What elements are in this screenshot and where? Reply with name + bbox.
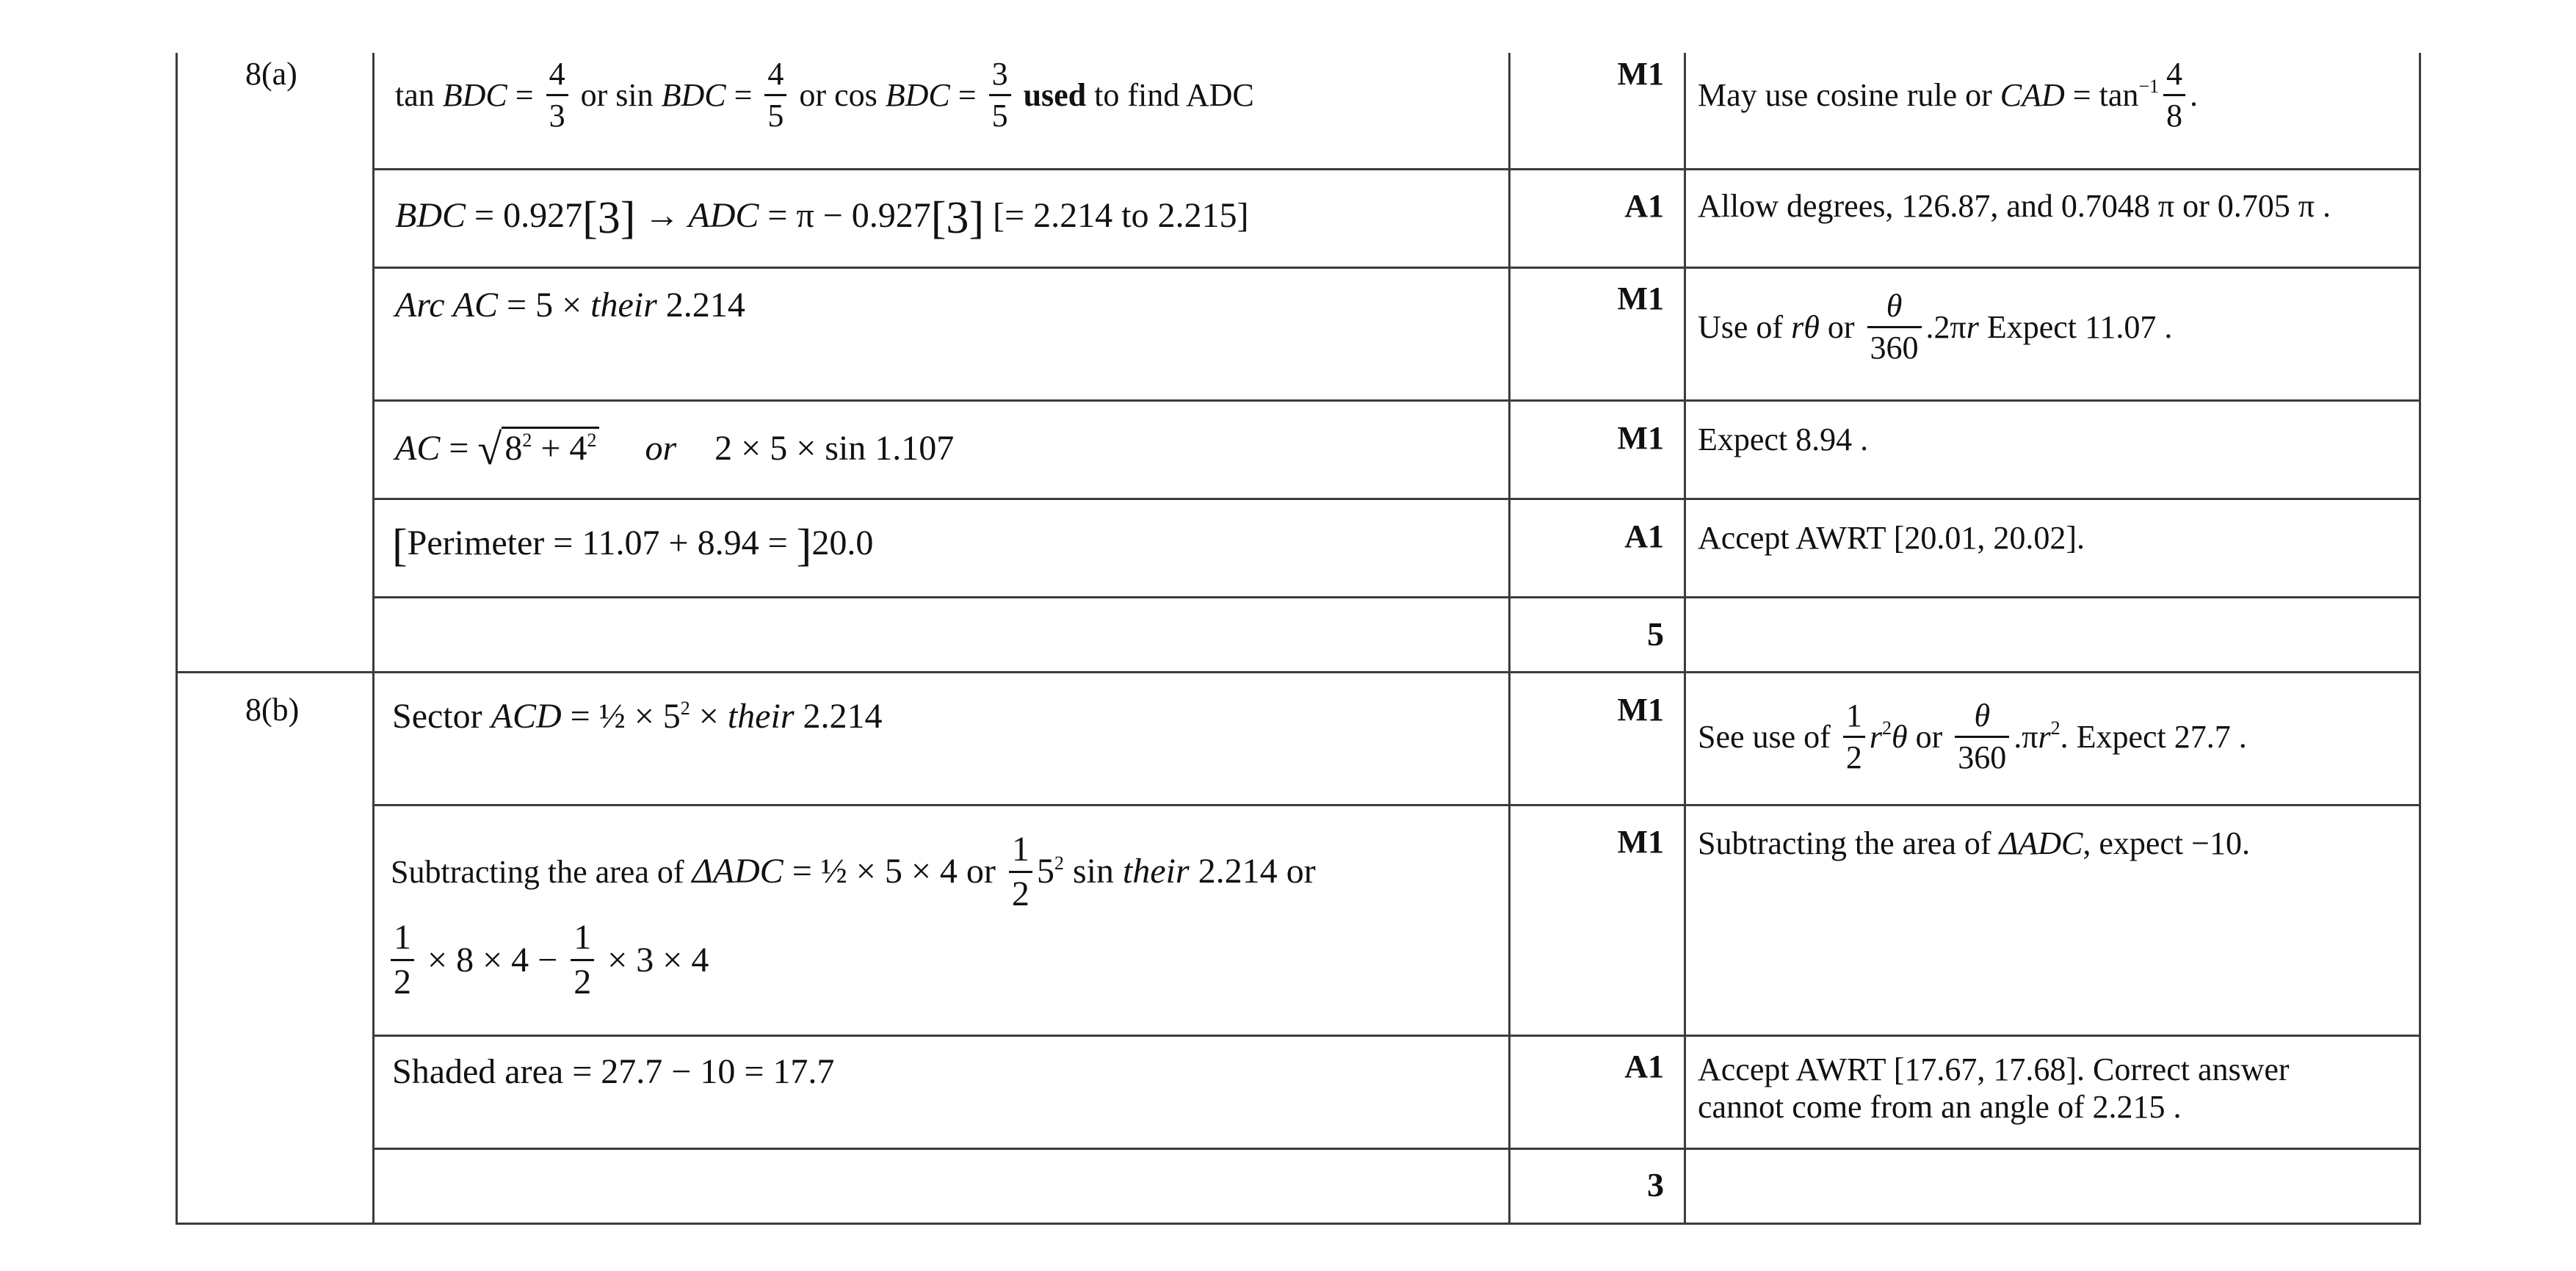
table-border-right: [2419, 53, 2421, 1225]
answer-row: Shaded area = 27.7 − 10 = 17.7: [392, 1052, 835, 1091]
fraction: $\frac{1}{2}$: [571, 919, 594, 1002]
table-border-bottom: [176, 1223, 2421, 1225]
guidance-note: Accept AWRT [20.01, 20.02].: [1698, 520, 2085, 556]
mark-code: A1: [1624, 518, 1664, 554]
mark-code: A1: [1624, 1049, 1664, 1084]
mark-code: M1: [1617, 420, 1664, 456]
answer-row: AC = $√8^2 + 4^2$ or 2 × 5 × sin 1.107: [395, 425, 955, 474]
row-divider: [372, 267, 2421, 269]
mark-code: M1: [1617, 280, 1664, 316]
answer-row: [Perimeter = 11.07 + 8.94 = ]20.0: [392, 521, 874, 571]
answer-row-continued: $\frac{1}{2}$ × 8 × 4 − $\frac{1}{2}$ × 3 × 4: [391, 922, 709, 1004]
guidance-note: Subtracting the area of ΔADC, expect −10.: [1698, 825, 2250, 861]
row-divider: [372, 1035, 2421, 1037]
table-border-left: [176, 53, 178, 1225]
mark-code: M1: [1617, 56, 1664, 92]
guidance-note: Expect 8.94 .: [1698, 421, 1869, 457]
guidance-note: May use cosine rule or CAD = $\tan^{-1}$ $\frac{4}{8}$ .: [1698, 56, 2199, 134]
fraction: $\frac{\theta}{360}$: [1867, 289, 1922, 365]
question-number: 8(a): [245, 56, 297, 92]
section-total-marks: 3: [1647, 1166, 1664, 1203]
mark-code: M1: [1617, 692, 1664, 728]
fraction: $\frac{\theta}{360}$: [1955, 699, 2009, 775]
row-divider: [372, 596, 2421, 598]
column-divider: [1508, 53, 1510, 1225]
fraction: $\frac{1}{2}$: [1843, 699, 1865, 775]
guidance-note: Use of rθ or $\frac{\theta}{360}$ .2πr Expect 11.07 .: [1698, 288, 2173, 366]
fraction: $\frac{1}{2}$: [1009, 831, 1032, 913]
fraction: $\frac{3}{5}$: [989, 57, 1011, 133]
fraction: $\frac{4}{8}$: [2163, 57, 2185, 133]
row-divider: [372, 498, 2421, 500]
section-divider: [176, 671, 2421, 673]
answer-row: Sector ACD = ½ × $5^2$ × their 2.214: [392, 697, 883, 736]
answer-row: BDC = 0.927[3] → ADC = π − 0.927[3] [= 2.214 to 2.215]: [395, 193, 1249, 243]
row-divider: [372, 804, 2421, 806]
mark-code: A1: [1624, 188, 1664, 224]
mark-code: M1: [1617, 824, 1664, 860]
fraction: $\frac{4}{3}$: [546, 57, 568, 133]
section-total-marks: 5: [1647, 615, 1664, 653]
column-divider: [1684, 53, 1686, 1225]
guidance-note: Allow degrees, 126.87, and 0.7048 π or 0.705 π .: [1698, 188, 2331, 224]
answer-row: tan BDC = $\frac{4}{3}$ or sin BDC = $\frac{4}{5}$ or cos BDC = $\frac{3}{5}$ used to find ADC: [395, 56, 1254, 134]
row-divider: [372, 1148, 2421, 1150]
column-divider: [372, 53, 375, 1225]
fraction: $\frac{1}{2}$: [391, 919, 414, 1002]
guidance-note: Accept AWRT [17.67, 17.68]. Correct answer cannot come from an angle of 2.215 .: [1698, 1051, 2290, 1125]
row-divider: [372, 399, 2421, 402]
square-root-icon: √: [477, 425, 502, 474]
guidance-note: See use of $\frac{1}{2}$ $r^2\theta$ or $\frac{\theta}{360}$ $.\pi r^2$. Expect 27.7 .: [1698, 698, 2247, 776]
answer-row: Arc AC = 5 × their 2.214: [395, 286, 745, 325]
row-divider: [372, 168, 2421, 170]
answer-row: Subtracting the area of ΔADC = ½ × 5 × 4 or $\frac{1}{2}$ $5^2$ sin their 2.214 or: [391, 830, 1316, 914]
fraction: $\frac{4}{5}$: [764, 57, 786, 133]
question-number: 8(b): [245, 692, 300, 728]
